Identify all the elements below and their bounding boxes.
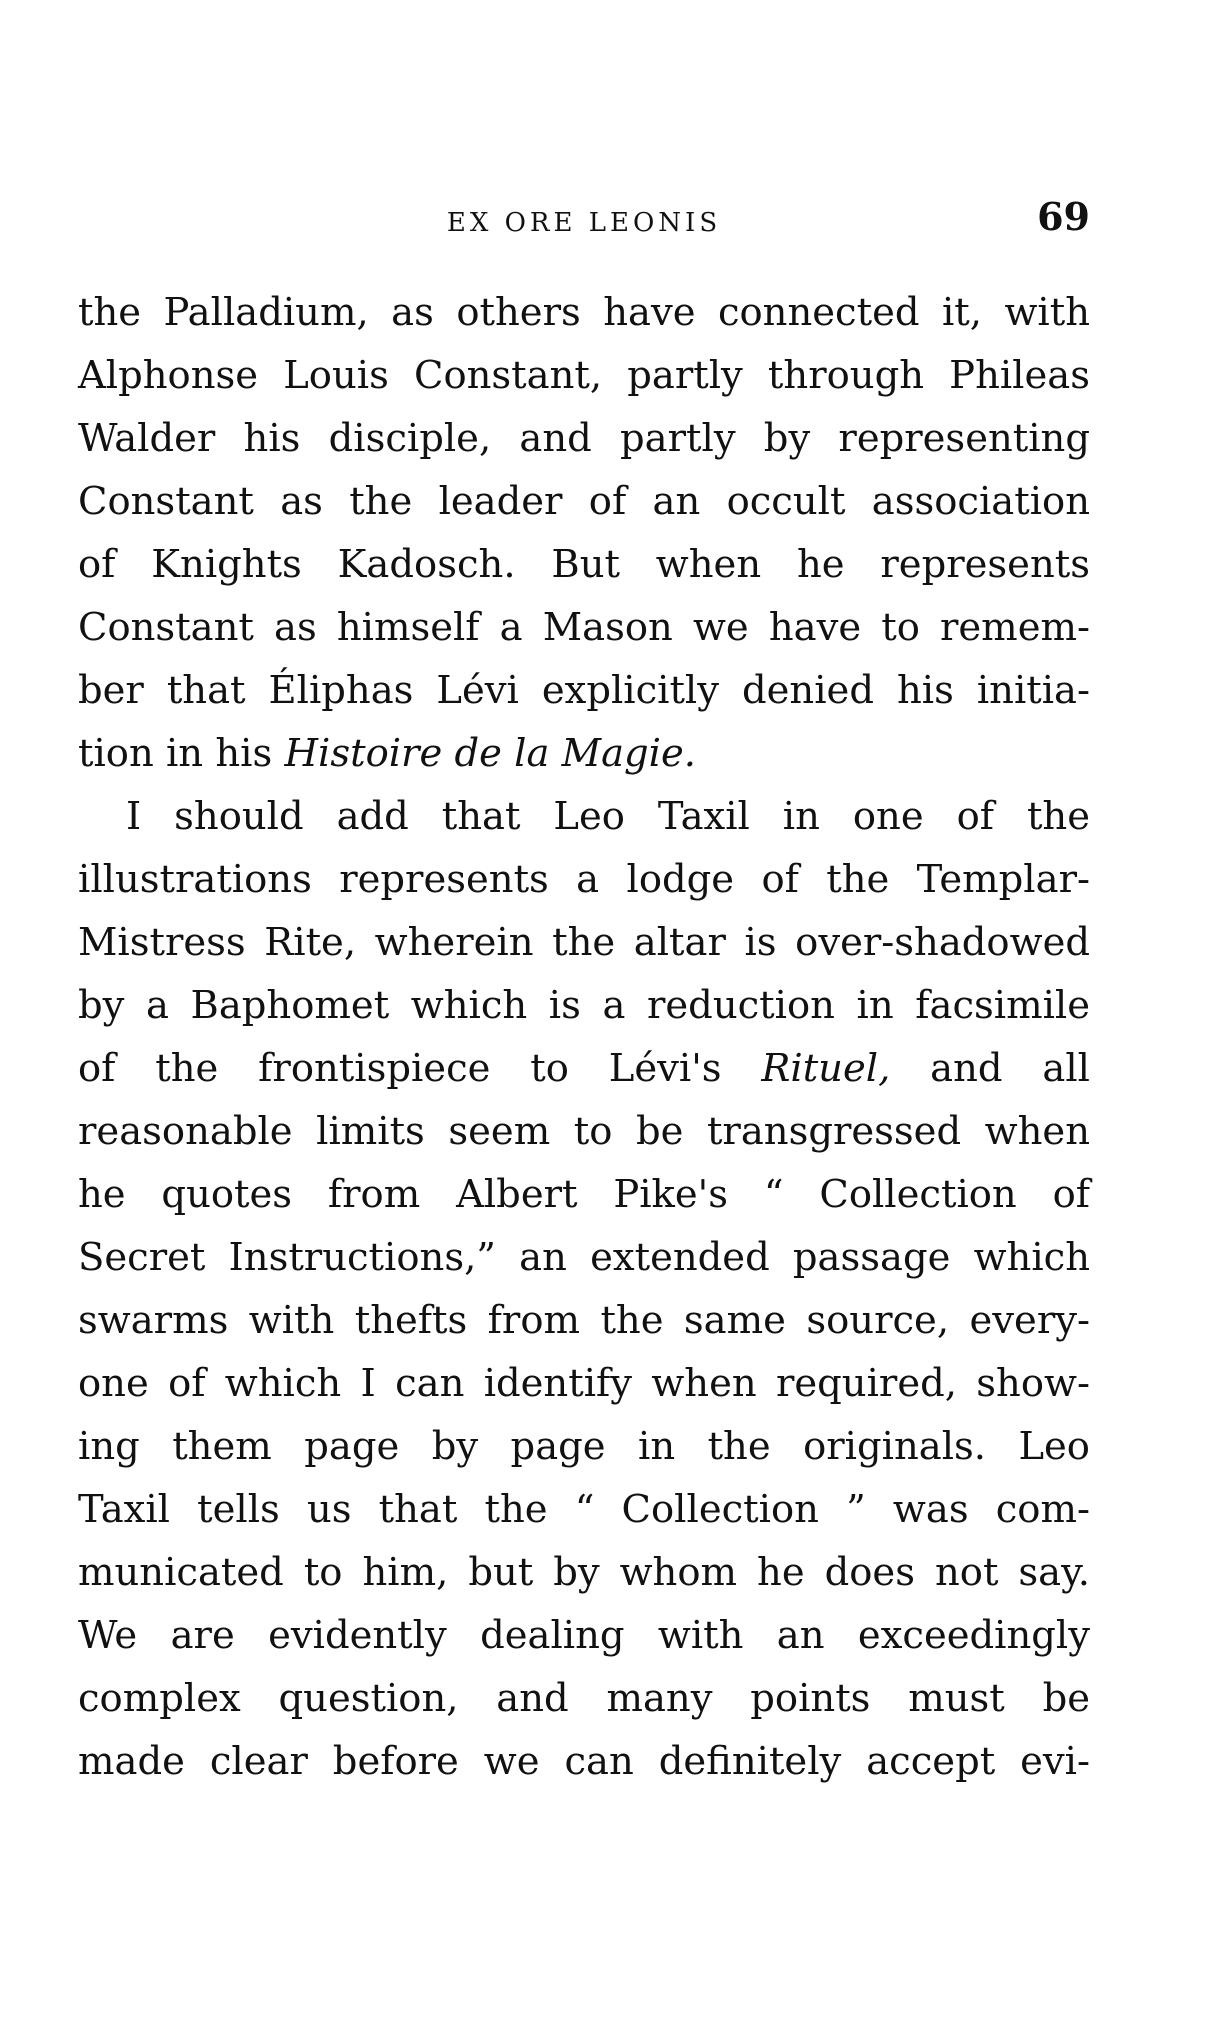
text-line: Walder his disciple, and partly by representing <box>78 416 1090 461</box>
page-number: 69 <box>1037 194 1090 239</box>
text-line: We are evidently dealing with an exceedingly <box>78 1613 1090 1658</box>
paragraph <box>78 281 1090 785</box>
text-line: Mistress Rite, wherein the altar is over-shadowed <box>78 920 1090 965</box>
text-line: one of which I can identify when required, show- <box>78 1361 1090 1406</box>
paragraph <box>78 785 1090 1793</box>
text-segment: and all <box>890 1046 1090 1091</box>
text-line: Secret Instructions,” an extended passage which <box>78 1235 1090 1280</box>
text-line: Taxil tells us that the “ Collection ” was com- <box>78 1487 1090 1532</box>
text-line: reasonable limits seem to be transgressed when <box>78 1109 1090 1154</box>
running-head <box>78 194 1090 250</box>
book-title-italic: Histoire de la Magie. <box>284 731 697 776</box>
text-line: illustrations represents a lodge of the Templar- <box>78 857 1090 902</box>
text-line: municated to him, but by whom he does not say. <box>78 1550 1090 1595</box>
text-line: I should add that Leo Taxil in one of the <box>126 794 1090 839</box>
text-segment: tion in his <box>78 731 285 776</box>
text-line: he quotes from Albert Pike's “ Collection of <box>78 1172 1090 1217</box>
text-line: complex question, and many points must be <box>78 1676 1090 1721</box>
text-line: the Palladium, as others have connected it, with <box>78 290 1090 335</box>
text-line: by a Baphomet which is a reduction in facsimile <box>78 983 1090 1028</box>
text-line: made clear before we can definitely accept evi- <box>78 1739 1090 1784</box>
text-line: Constant as himself a Mason we have to remem- <box>78 605 1090 650</box>
text-line: ber that Éliphas Lévi explicitly denied his initia- <box>78 668 1090 713</box>
running-title: EX ORE LEONIS <box>446 208 722 238</box>
body-text <box>78 281 1090 1793</box>
text-line: swarms with thefts from the same source, every- <box>78 1298 1090 1343</box>
text-line: of Knights Kadosch. But when he represents <box>78 542 1090 587</box>
text-line <box>78 1037 1090 1100</box>
text-segment: of the frontispiece to Lévi's <box>78 1046 762 1091</box>
text-line: Alphonse Louis Constant, partly through Phileas <box>78 353 1090 398</box>
text-line <box>78 722 1090 785</box>
book-title-italic: Rituel, <box>761 1046 891 1091</box>
text-line: ing them page by page in the originals. Leo <box>78 1424 1090 1469</box>
text-line: Constant as the leader of an occult association <box>78 479 1090 524</box>
